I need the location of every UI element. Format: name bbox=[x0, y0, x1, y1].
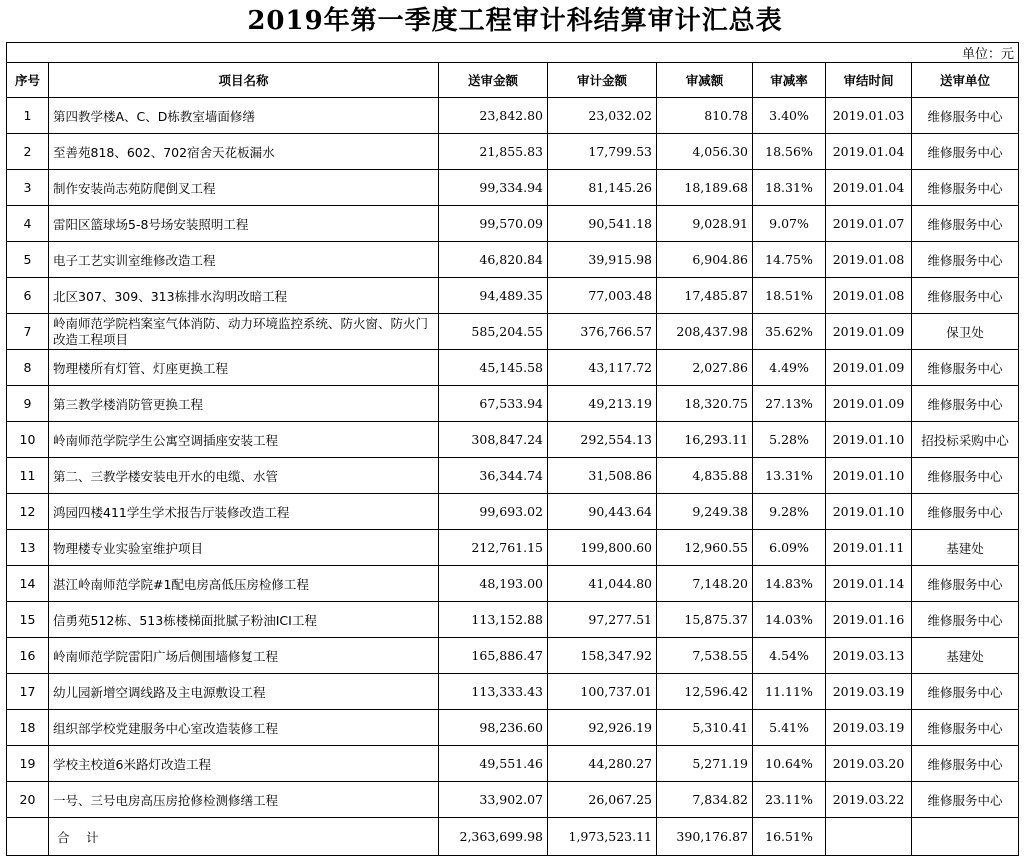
row-submitted-amount: 33,902.07 bbox=[439, 782, 548, 818]
row-reduction-rate: 18.56% bbox=[753, 134, 826, 170]
row-reduction-rate: 6.09% bbox=[753, 530, 826, 566]
table-row bbox=[7, 602, 1019, 638]
row-submitted-amount: 98,236.60 bbox=[439, 710, 548, 746]
row-reduction-rate: 5.41% bbox=[753, 710, 826, 746]
row-reduction-rate: 14.83% bbox=[753, 566, 826, 602]
row-project-name: 岭南师范学院雷阳广场后侧围墙修复工程 bbox=[49, 638, 439, 674]
total-date-cell bbox=[826, 818, 912, 856]
row-reduction-rate: 4.49% bbox=[753, 350, 826, 386]
row-reduction-rate: 4.54% bbox=[753, 638, 826, 674]
row-submitting-unit: 维修服务中心 bbox=[912, 782, 1019, 818]
row-completion-date: 2019.01.10 bbox=[826, 422, 912, 458]
row-submitting-unit: 维修服务中心 bbox=[912, 386, 1019, 422]
row-submitted-amount: 36,344.74 bbox=[439, 458, 548, 494]
row-reduced-amount: 810.78 bbox=[657, 98, 753, 134]
row-submitting-unit: 维修服务中心 bbox=[912, 278, 1019, 314]
row-project-name: 电子工艺实训室维修改造工程 bbox=[49, 242, 439, 278]
row-project-name: 第二、三教学楼安装电开水的电缆、水管 bbox=[49, 458, 439, 494]
row-audited-amount: 90,443.64 bbox=[548, 494, 657, 530]
row-reduced-amount: 5,310.41 bbox=[657, 710, 753, 746]
header-cell-unit: 送审单位 bbox=[912, 63, 1019, 98]
row-completion-date: 2019.01.09 bbox=[826, 314, 912, 350]
row-audited-amount: 77,003.48 bbox=[548, 278, 657, 314]
row-completion-date: 2019.01.08 bbox=[826, 242, 912, 278]
table-row bbox=[7, 710, 1019, 746]
row-reduction-rate: 10.64% bbox=[753, 746, 826, 782]
row-submitting-unit: 招投标采购中心 bbox=[912, 422, 1019, 458]
row-reduction-rate: 11.11% bbox=[753, 674, 826, 710]
row-no: 12 bbox=[7, 494, 49, 530]
row-no: 15 bbox=[7, 602, 49, 638]
row-project-name: 物理楼专业实验室维护项目 bbox=[49, 530, 439, 566]
row-reduced-amount: 7,834.82 bbox=[657, 782, 753, 818]
row-completion-date: 2019.01.16 bbox=[826, 602, 912, 638]
row-project-name: 岭南师范学院学生公寓空调插座安装工程 bbox=[49, 422, 439, 458]
row-reduced-amount: 6,904.86 bbox=[657, 242, 753, 278]
header-cell-no: 序号 bbox=[7, 63, 49, 98]
row-completion-date: 2019.01.04 bbox=[826, 134, 912, 170]
row-completion-date: 2019.01.09 bbox=[826, 386, 912, 422]
row-audited-amount: 81,145.26 bbox=[548, 170, 657, 206]
row-no: 14 bbox=[7, 566, 49, 602]
row-project-name: 北区307、309、313栋排水沟明改暗工程 bbox=[49, 278, 439, 314]
row-project-name: 至善苑818、602、702宿舍天花板漏水 bbox=[49, 134, 439, 170]
row-no: 10 bbox=[7, 422, 49, 458]
row-submitting-unit: 维修服务中心 bbox=[912, 674, 1019, 710]
row-reduced-amount: 16,293.11 bbox=[657, 422, 753, 458]
total-unit-cell bbox=[912, 818, 1019, 856]
row-reduced-amount: 18,320.75 bbox=[657, 386, 753, 422]
row-submitted-amount: 94,489.35 bbox=[439, 278, 548, 314]
row-completion-date: 2019.03.22 bbox=[826, 782, 912, 818]
row-submitted-amount: 113,333.43 bbox=[439, 674, 548, 710]
row-reduction-rate: 18.31% bbox=[753, 170, 826, 206]
table-row bbox=[7, 134, 1019, 170]
row-completion-date: 2019.01.09 bbox=[826, 350, 912, 386]
row-project-name: 幼儿园新增空调线路及主电源敷设工程 bbox=[49, 674, 439, 710]
row-audited-amount: 199,800.60 bbox=[548, 530, 657, 566]
total-submitted: 2,363,699.98 bbox=[439, 818, 548, 856]
row-reduction-rate: 35.62% bbox=[753, 314, 826, 350]
page-title: 2019年第一季度工程审计科结算审计汇总表 bbox=[247, 6, 783, 36]
row-reduction-rate: 18.51% bbox=[753, 278, 826, 314]
row-reduced-amount: 15,875.37 bbox=[657, 602, 753, 638]
row-completion-date: 2019.03.19 bbox=[826, 674, 912, 710]
row-no: 4 bbox=[7, 206, 49, 242]
row-reduction-rate: 9.07% bbox=[753, 206, 826, 242]
row-submitted-amount: 48,193.00 bbox=[439, 566, 548, 602]
row-reduced-amount: 7,538.55 bbox=[657, 638, 753, 674]
row-submitted-amount: 99,334.94 bbox=[439, 170, 548, 206]
header-cell-date: 审结时间 bbox=[826, 63, 912, 98]
row-audited-amount: 100,737.01 bbox=[548, 674, 657, 710]
row-submitting-unit: 维修服务中心 bbox=[912, 566, 1019, 602]
row-reduced-amount: 7,148.20 bbox=[657, 566, 753, 602]
row-completion-date: 2019.03.20 bbox=[826, 746, 912, 782]
row-audited-amount: 158,347.92 bbox=[548, 638, 657, 674]
row-reduced-amount: 17,485.87 bbox=[657, 278, 753, 314]
row-no: 1 bbox=[7, 98, 49, 134]
row-submitted-amount: 99,693.02 bbox=[439, 494, 548, 530]
row-no: 6 bbox=[7, 278, 49, 314]
row-audited-amount: 23,032.02 bbox=[548, 98, 657, 134]
row-completion-date: 2019.01.08 bbox=[826, 278, 912, 314]
row-submitted-amount: 585,204.55 bbox=[439, 314, 548, 350]
row-audited-amount: 31,508.86 bbox=[548, 458, 657, 494]
row-submitting-unit: 维修服务中心 bbox=[912, 746, 1019, 782]
row-project-name: 信勇苑512栋、513栋楼梯面批腻子粉油ICI工程 bbox=[49, 602, 439, 638]
row-submitted-amount: 113,152.88 bbox=[439, 602, 548, 638]
row-no: 5 bbox=[7, 242, 49, 278]
row-submitting-unit: 保卫处 bbox=[912, 314, 1019, 350]
row-no: 16 bbox=[7, 638, 49, 674]
row-reduction-rate: 13.31% bbox=[753, 458, 826, 494]
row-no: 8 bbox=[7, 350, 49, 386]
table-row bbox=[7, 530, 1019, 566]
row-project-name: 岭南师范学院档案室气体消防、动力环境监控系统、防火窗、防火门改造工程项目 bbox=[49, 314, 439, 350]
row-audited-amount: 26,067.25 bbox=[548, 782, 657, 818]
row-reduced-amount: 208,437.98 bbox=[657, 314, 753, 350]
header-cell-rate: 审减率 bbox=[753, 63, 826, 98]
header-row bbox=[7, 63, 1019, 98]
table-row bbox=[7, 98, 1019, 134]
table-row bbox=[7, 494, 1019, 530]
row-submitted-amount: 23,842.80 bbox=[439, 98, 548, 134]
row-reduction-rate: 14.03% bbox=[753, 602, 826, 638]
row-reduction-rate: 27.13% bbox=[753, 386, 826, 422]
row-completion-date: 2019.03.13 bbox=[826, 638, 912, 674]
table-row bbox=[7, 746, 1019, 782]
row-reduced-amount: 4,056.30 bbox=[657, 134, 753, 170]
row-submitted-amount: 165,886.47 bbox=[439, 638, 548, 674]
row-project-name: 一号、三号电房高压房抢修检测修缮工程 bbox=[49, 782, 439, 818]
row-audited-amount: 90,541.18 bbox=[548, 206, 657, 242]
row-audited-amount: 97,277.51 bbox=[548, 602, 657, 638]
row-project-name: 物理楼所有灯管、灯座更换工程 bbox=[49, 350, 439, 386]
audit-summary-sheet bbox=[6, 0, 1024, 856]
row-submitting-unit: 维修服务中心 bbox=[912, 710, 1019, 746]
table-row bbox=[7, 206, 1019, 242]
row-submitted-amount: 212,761.15 bbox=[439, 530, 548, 566]
row-submitting-unit: 维修服务中心 bbox=[912, 170, 1019, 206]
row-reduced-amount: 4,835.88 bbox=[657, 458, 753, 494]
total-no-cell bbox=[7, 818, 49, 856]
row-submitting-unit: 维修服务中心 bbox=[912, 494, 1019, 530]
table-row bbox=[7, 350, 1019, 386]
row-no: 13 bbox=[7, 530, 49, 566]
row-no: 17 bbox=[7, 674, 49, 710]
row-audited-amount: 376,766.57 bbox=[548, 314, 657, 350]
row-reduced-amount: 12,960.55 bbox=[657, 530, 753, 566]
row-no: 2 bbox=[7, 134, 49, 170]
unit-label: 单位：元 bbox=[7, 43, 1019, 63]
row-reduction-rate: 14.75% bbox=[753, 242, 826, 278]
row-project-name: 第四教学楼A、C、D栋教室墙面修缮 bbox=[49, 98, 439, 134]
row-audited-amount: 92,926.19 bbox=[548, 710, 657, 746]
row-reduced-amount: 12,596.42 bbox=[657, 674, 753, 710]
row-project-name: 制作安装尚志苑防爬倒叉工程 bbox=[49, 170, 439, 206]
row-submitting-unit: 基建处 bbox=[912, 638, 1019, 674]
row-reduction-rate: 9.28% bbox=[753, 494, 826, 530]
row-audited-amount: 17,799.53 bbox=[548, 134, 657, 170]
table-row bbox=[7, 170, 1019, 206]
table-row bbox=[7, 458, 1019, 494]
row-no: 19 bbox=[7, 746, 49, 782]
table-row bbox=[7, 566, 1019, 602]
total-label: 合 计 bbox=[49, 818, 439, 856]
row-audited-amount: 43,117.72 bbox=[548, 350, 657, 386]
row-completion-date: 2019.01.14 bbox=[826, 566, 912, 602]
row-project-name: 湛江岭南师范学院#1配电房高低压房检修工程 bbox=[49, 566, 439, 602]
row-submitted-amount: 45,145.58 bbox=[439, 350, 548, 386]
row-audited-amount: 292,554.13 bbox=[548, 422, 657, 458]
row-submitted-amount: 67,533.94 bbox=[439, 386, 548, 422]
row-submitting-unit: 维修服务中心 bbox=[912, 134, 1019, 170]
row-reduction-rate: 23.11% bbox=[753, 782, 826, 818]
row-completion-date: 2019.01.10 bbox=[826, 458, 912, 494]
row-reduced-amount: 2,027.86 bbox=[657, 350, 753, 386]
row-reduction-rate: 3.40% bbox=[753, 98, 826, 134]
total-audited: 1,973,523.11 bbox=[548, 818, 657, 856]
row-submitted-amount: 49,551.46 bbox=[439, 746, 548, 782]
table-row bbox=[7, 314, 1019, 350]
row-reduced-amount: 9,249.38 bbox=[657, 494, 753, 530]
table-row bbox=[7, 386, 1019, 422]
header-cell-name: 项目名称 bbox=[49, 63, 439, 98]
header-cell-reduced: 审减额 bbox=[657, 63, 753, 98]
row-submitting-unit: 维修服务中心 bbox=[912, 98, 1019, 134]
row-no: 9 bbox=[7, 386, 49, 422]
table-row bbox=[7, 674, 1019, 710]
row-no: 7 bbox=[7, 314, 49, 350]
header-cell-submitted: 送审金额 bbox=[439, 63, 548, 98]
row-completion-date: 2019.01.11 bbox=[826, 530, 912, 566]
row-submitting-unit: 维修服务中心 bbox=[912, 602, 1019, 638]
row-completion-date: 2019.03.19 bbox=[826, 710, 912, 746]
table-row bbox=[7, 422, 1019, 458]
row-submitting-unit: 基建处 bbox=[912, 530, 1019, 566]
row-submitting-unit: 维修服务中心 bbox=[912, 242, 1019, 278]
header-cell-audited: 审计金额 bbox=[548, 63, 657, 98]
row-no: 3 bbox=[7, 170, 49, 206]
row-no: 20 bbox=[7, 782, 49, 818]
table-row bbox=[7, 782, 1019, 818]
total-reduced: 390,176.87 bbox=[657, 818, 753, 856]
row-project-name: 学校主校道6米路灯改造工程 bbox=[49, 746, 439, 782]
row-submitted-amount: 21,855.83 bbox=[439, 134, 548, 170]
row-reduced-amount: 18,189.68 bbox=[657, 170, 753, 206]
row-no: 18 bbox=[7, 710, 49, 746]
total-row bbox=[7, 818, 1019, 856]
row-reduced-amount: 5,271.19 bbox=[657, 746, 753, 782]
row-project-name: 第三教学楼消防管更换工程 bbox=[49, 386, 439, 422]
table-row bbox=[7, 278, 1019, 314]
row-submitted-amount: 46,820.84 bbox=[439, 242, 548, 278]
audit-summary-table bbox=[6, 42, 1019, 856]
row-submitted-amount: 99,570.09 bbox=[439, 206, 548, 242]
row-audited-amount: 41,044.80 bbox=[548, 566, 657, 602]
row-project-name: 雷阳区篮球场5-8号场安装照明工程 bbox=[49, 206, 439, 242]
row-completion-date: 2019.01.03 bbox=[826, 98, 912, 134]
unit-row bbox=[7, 43, 1019, 63]
row-completion-date: 2019.01.10 bbox=[826, 494, 912, 530]
row-audited-amount: 49,213.19 bbox=[548, 386, 657, 422]
row-completion-date: 2019.01.04 bbox=[826, 170, 912, 206]
table-body bbox=[7, 98, 1019, 818]
row-audited-amount: 39,915.98 bbox=[548, 242, 657, 278]
row-project-name: 鸿园四楼411学生学术报告厅装修改造工程 bbox=[49, 494, 439, 530]
table-row bbox=[7, 242, 1019, 278]
row-project-name: 组织部学校党建服务中心室改造装修工程 bbox=[49, 710, 439, 746]
row-reduced-amount: 9,028.91 bbox=[657, 206, 753, 242]
row-submitted-amount: 308,847.24 bbox=[439, 422, 548, 458]
row-submitting-unit: 维修服务中心 bbox=[912, 350, 1019, 386]
row-no: 11 bbox=[7, 458, 49, 494]
row-submitting-unit: 维修服务中心 bbox=[912, 458, 1019, 494]
row-audited-amount: 44,280.27 bbox=[548, 746, 657, 782]
table-row bbox=[7, 638, 1019, 674]
row-submitting-unit: 维修服务中心 bbox=[912, 206, 1019, 242]
row-completion-date: 2019.01.07 bbox=[826, 206, 912, 242]
row-reduction-rate: 5.28% bbox=[753, 422, 826, 458]
total-rate: 16.51% bbox=[753, 818, 826, 856]
